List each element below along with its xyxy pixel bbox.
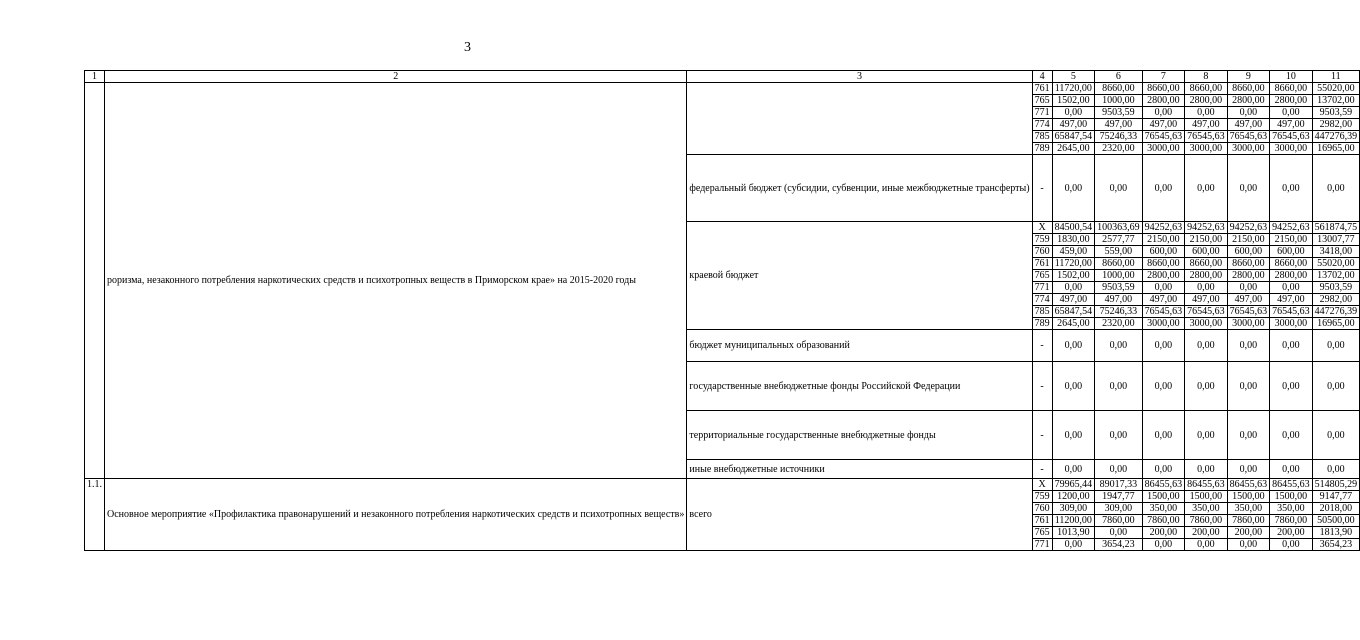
column-header: 4	[1032, 71, 1052, 83]
table-cell: 0,00	[1095, 362, 1143, 411]
table-cell: 497,00	[1270, 119, 1313, 131]
table-cell: 3000,00	[1185, 143, 1228, 155]
table-cell: 0,00	[1185, 460, 1228, 479]
table-cell: 1000,00	[1095, 270, 1143, 282]
table-cell: 1830,00	[1052, 234, 1095, 246]
column-header: 3	[687, 71, 1032, 83]
table-cell: 785	[1032, 131, 1052, 143]
table-cell: 200,00	[1227, 527, 1270, 539]
table-cell: 0,00	[1270, 539, 1313, 551]
table-cell: 8660,00	[1095, 83, 1143, 95]
table-cell: 785	[1032, 306, 1052, 318]
table-cell: 497,00	[1142, 294, 1185, 306]
table-cell: 459,00	[1052, 246, 1095, 258]
table-cell: 0,00	[1270, 460, 1313, 479]
table-row	[85, 83, 1360, 95]
table-cell: 0,00	[1052, 282, 1095, 294]
table-cell: 13702,00	[1312, 95, 1360, 107]
table-cell: 1502,00	[1052, 270, 1095, 282]
table-cell: 94252,63	[1142, 222, 1185, 234]
table-cell: 7860,00	[1142, 515, 1185, 527]
table-cell: 0,00	[1095, 527, 1143, 539]
table-cell: 55020,00	[1312, 83, 1360, 95]
table-cell: 0,00	[1052, 362, 1095, 411]
table-cell: 759	[1032, 234, 1052, 246]
table-cell: 76545,63	[1142, 131, 1185, 143]
table-cell: 497,00	[1185, 119, 1228, 131]
table-cell: 75246,33	[1095, 131, 1143, 143]
table-cell: 11200,00	[1052, 515, 1095, 527]
table-cell: 760	[1032, 503, 1052, 515]
table-cell: 2150,00	[1185, 234, 1228, 246]
table-cell: 0,00	[1052, 155, 1095, 222]
table-cell: 350,00	[1270, 503, 1313, 515]
table-cell: 0,00	[1052, 539, 1095, 551]
table-cell: 0,00	[1052, 411, 1095, 460]
table-cell: 76545,63	[1227, 306, 1270, 318]
table-cell: 350,00	[1227, 503, 1270, 515]
table-cell: 0,00	[1227, 155, 1270, 222]
table-cell: 600,00	[1142, 246, 1185, 258]
table-cell: 497,00	[1052, 119, 1095, 131]
table-cell: 8660,00	[1185, 83, 1228, 95]
table-cell: 0,00	[1227, 411, 1270, 460]
table-cell: 3000,00	[1142, 318, 1185, 330]
table-cell: 771	[1032, 282, 1052, 294]
table-cell: 774	[1032, 119, 1052, 131]
source-label: краевой бюджет	[687, 222, 1032, 330]
table-cell: 0,00	[1142, 460, 1185, 479]
table-cell: 309,00	[1095, 503, 1143, 515]
table-cell: 497,00	[1185, 294, 1228, 306]
table-cell: 9147,77	[1312, 491, 1360, 503]
table-cell: 3418,00	[1312, 246, 1360, 258]
table-cell: -	[1032, 411, 1052, 460]
item-description: роризма, незаконного потребления наркотических средств и психотропных веществ в Приморском крае» на 2015-2020 годы	[105, 83, 687, 479]
table-cell: X	[1032, 479, 1052, 491]
table-cell: 561874,75	[1312, 222, 1360, 234]
table-cell: 1013,90	[1052, 527, 1095, 539]
table-cell: 2645,00	[1052, 318, 1095, 330]
table-cell: 9503,59	[1095, 282, 1143, 294]
column-header: 1	[85, 71, 105, 83]
budget-table	[84, 70, 1360, 551]
table-cell: 0,00	[1142, 539, 1185, 551]
table-cell: 0,00	[1227, 539, 1270, 551]
table-cell: 76545,63	[1227, 131, 1270, 143]
table-cell: 2150,00	[1142, 234, 1185, 246]
table-cell: 789	[1032, 143, 1052, 155]
table-cell: 7860,00	[1095, 515, 1143, 527]
table-cell: 2150,00	[1227, 234, 1270, 246]
table-cell: 3000,00	[1270, 318, 1313, 330]
table-cell: 55020,00	[1312, 258, 1360, 270]
table-cell: 2800,00	[1227, 270, 1270, 282]
table-cell: 16965,00	[1312, 318, 1360, 330]
table-cell: 0,00	[1142, 107, 1185, 119]
table-cell: 8660,00	[1270, 258, 1313, 270]
table-cell: 0,00	[1227, 107, 1270, 119]
table-cell: 2800,00	[1270, 95, 1313, 107]
table-cell: 600,00	[1227, 246, 1270, 258]
table-cell: 600,00	[1185, 246, 1228, 258]
table-cell: 0,00	[1270, 282, 1313, 294]
column-header: 10	[1270, 71, 1313, 83]
table-cell: 1500,00	[1185, 491, 1228, 503]
table-cell: 0,00	[1095, 411, 1143, 460]
table-cell: 760	[1032, 246, 1052, 258]
table-cell: 0,00	[1142, 411, 1185, 460]
table-cell: 447276,39	[1312, 131, 1360, 143]
table-cell: 94252,63	[1185, 222, 1228, 234]
column-header: 2	[105, 71, 687, 83]
item-description: Основное мероприятие «Профилактика правонарушений и незаконного потребления наркотических средств и психотропных веществ»	[105, 479, 687, 551]
table-cell: 76545,63	[1185, 306, 1228, 318]
table-cell: 771	[1032, 539, 1052, 551]
table-cell: 13702,00	[1312, 270, 1360, 282]
table-cell: 76545,63	[1142, 306, 1185, 318]
table-cell: 497,00	[1227, 294, 1270, 306]
table-cell: 497,00	[1142, 119, 1185, 131]
table-cell: 13007,77	[1312, 234, 1360, 246]
table-cell: 76545,63	[1270, 306, 1313, 318]
table-cell: 350,00	[1142, 503, 1185, 515]
table-cell: 2800,00	[1270, 270, 1313, 282]
table-cell: 309,00	[1052, 503, 1095, 515]
table-cell: 84500,54	[1052, 222, 1095, 234]
column-header: 8	[1185, 71, 1228, 83]
source-label: иные внебюджетные источники	[687, 460, 1032, 479]
table-cell: 2800,00	[1185, 95, 1228, 107]
table-cell: 497,00	[1052, 294, 1095, 306]
table-cell: 89017,33	[1095, 479, 1143, 491]
table-cell: 2018,00	[1312, 503, 1360, 515]
table-cell: 86455,63	[1185, 479, 1228, 491]
table-cell: 9503,59	[1312, 282, 1360, 294]
source-label: бюджет муниципальных образований	[687, 330, 1032, 362]
table-cell: 761	[1032, 83, 1052, 95]
table-cell: 0,00	[1185, 539, 1228, 551]
table-cell: 497,00	[1270, 294, 1313, 306]
column-header: 11	[1312, 71, 1360, 83]
header-row	[85, 71, 1360, 83]
table-cell: 1947,77	[1095, 491, 1143, 503]
table-cell: 2645,00	[1052, 143, 1095, 155]
column-header: 5	[1052, 71, 1095, 83]
table-cell: 11720,00	[1052, 83, 1095, 95]
table-cell: 2982,00	[1312, 294, 1360, 306]
table-cell: 1200,00	[1052, 491, 1095, 503]
table-cell: 0,00	[1185, 282, 1228, 294]
table-cell: 3000,00	[1227, 318, 1270, 330]
table-cell: 0,00	[1312, 155, 1360, 222]
table-cell: 0,00	[1227, 330, 1270, 362]
table-cell: 200,00	[1185, 527, 1228, 539]
source-cell	[687, 83, 1032, 155]
source-label: федеральный бюджет (субсидии, субвенции, иные межбюджетные трансферты)	[687, 155, 1032, 222]
column-header: 9	[1227, 71, 1270, 83]
table-cell: 2800,00	[1142, 270, 1185, 282]
table-cell: 3654,23	[1095, 539, 1143, 551]
table-cell: 0,00	[1142, 362, 1185, 411]
page-number: 3	[464, 40, 471, 55]
table-cell: 0,00	[1270, 107, 1313, 119]
table-cell: 559,00	[1095, 246, 1143, 258]
table-cell: 3000,00	[1185, 318, 1228, 330]
table-cell: 1500,00	[1142, 491, 1185, 503]
table-cell: 0,00	[1052, 460, 1095, 479]
table-cell: 497,00	[1095, 119, 1143, 131]
source-label: всего	[687, 479, 1032, 551]
table-cell: 94252,63	[1227, 222, 1270, 234]
table-cell: 447276,39	[1312, 306, 1360, 318]
table-cell: 0,00	[1142, 330, 1185, 362]
table-cell: 75246,33	[1095, 306, 1143, 318]
table-cell: 765	[1032, 527, 1052, 539]
table-cell: 789	[1032, 318, 1052, 330]
table-cell: -	[1032, 330, 1052, 362]
table-cell: 3000,00	[1270, 143, 1313, 155]
table-cell: 94252,63	[1270, 222, 1313, 234]
table-cell: 76545,63	[1270, 131, 1313, 143]
table-cell: 0,00	[1227, 362, 1270, 411]
table-cell: 765	[1032, 95, 1052, 107]
table-cell: 759	[1032, 491, 1052, 503]
table-cell: 350,00	[1185, 503, 1228, 515]
table-cell: 0,00	[1142, 155, 1185, 222]
table-cell: 86455,63	[1270, 479, 1313, 491]
table-cell: 2150,00	[1270, 234, 1313, 246]
table-cell: 1813,90	[1312, 527, 1360, 539]
table-cell: 0,00	[1052, 330, 1095, 362]
table-cell: 0,00	[1185, 155, 1228, 222]
table-cell: 1500,00	[1227, 491, 1270, 503]
table-cell: 8660,00	[1142, 83, 1185, 95]
table-cell: 0,00	[1227, 460, 1270, 479]
table-cell: 2982,00	[1312, 119, 1360, 131]
table-cell: 600,00	[1270, 246, 1313, 258]
table-cell: 3654,23	[1312, 539, 1360, 551]
table-cell: 0,00	[1270, 362, 1313, 411]
table-cell: 7860,00	[1270, 515, 1313, 527]
table-cell: 8660,00	[1270, 83, 1313, 95]
table-cell: 7860,00	[1185, 515, 1228, 527]
table-cell: 50500,00	[1312, 515, 1360, 527]
table-cell: 0,00	[1185, 411, 1228, 460]
table-cell: 200,00	[1142, 527, 1185, 539]
table-cell: 8660,00	[1227, 258, 1270, 270]
table-cell: 0,00	[1312, 330, 1360, 362]
source-label: государственные внебюджетные фонды Российской Федерации	[687, 362, 1032, 411]
table-cell: 2800,00	[1142, 95, 1185, 107]
table-cell: 0,00	[1312, 460, 1360, 479]
table-cell: 0,00	[1270, 330, 1313, 362]
table-cell: 200,00	[1270, 527, 1313, 539]
table-cell: 1502,00	[1052, 95, 1095, 107]
table-cell: 16965,00	[1312, 143, 1360, 155]
table-cell: 0,00	[1095, 330, 1143, 362]
table-cell: 79965,44	[1052, 479, 1095, 491]
table-cell: 3000,00	[1227, 143, 1270, 155]
table-cell: 7860,00	[1227, 515, 1270, 527]
table-cell: 0,00	[1095, 460, 1143, 479]
table-row	[85, 479, 1360, 491]
table-cell: 2800,00	[1185, 270, 1228, 282]
table-cell: 8660,00	[1227, 83, 1270, 95]
table-cell: 774	[1032, 294, 1052, 306]
item-number-cell	[85, 83, 105, 479]
table-cell: 2320,00	[1095, 318, 1143, 330]
table-cell: 0,00	[1052, 107, 1095, 119]
table-cell: 0,00	[1185, 330, 1228, 362]
table-cell: 86455,63	[1227, 479, 1270, 491]
table-cell: 2320,00	[1095, 143, 1143, 155]
source-label: территориальные государственные внебюджетные фонды	[687, 411, 1032, 460]
table-cell: 0,00	[1142, 282, 1185, 294]
table-cell: X	[1032, 222, 1052, 234]
table-cell: 761	[1032, 515, 1052, 527]
table-cell: 1500,00	[1270, 491, 1313, 503]
column-header: 7	[1142, 71, 1185, 83]
table-cell: -	[1032, 460, 1052, 479]
table-cell: -	[1032, 362, 1052, 411]
table-cell: 8660,00	[1095, 258, 1143, 270]
table-cell: 765	[1032, 270, 1052, 282]
table-cell: 8660,00	[1142, 258, 1185, 270]
table-cell: 2800,00	[1227, 95, 1270, 107]
table-cell: 100363,69	[1095, 222, 1143, 234]
table-cell: 497,00	[1227, 119, 1270, 131]
table-cell: 0,00	[1095, 155, 1143, 222]
table-cell: 0,00	[1185, 362, 1228, 411]
item-number-cell: 1.1.	[85, 479, 105, 551]
table-cell: 86455,63	[1142, 479, 1185, 491]
table-cell: 0,00	[1312, 362, 1360, 411]
table-cell: -	[1032, 155, 1052, 222]
table-cell: 0,00	[1270, 411, 1313, 460]
table-cell: 3000,00	[1142, 143, 1185, 155]
table-cell: 1000,00	[1095, 95, 1143, 107]
table-cell: 761	[1032, 258, 1052, 270]
table-cell: 65847,54	[1052, 306, 1095, 318]
table-cell: 11720,00	[1052, 258, 1095, 270]
table-cell: 2577,77	[1095, 234, 1143, 246]
table-cell: 497,00	[1095, 294, 1143, 306]
table-cell: 76545,63	[1185, 131, 1228, 143]
table-cell: 8660,00	[1185, 258, 1228, 270]
table-cell: 0,00	[1312, 411, 1360, 460]
table-cell: 0,00	[1227, 282, 1270, 294]
table-cell: 771	[1032, 107, 1052, 119]
column-header: 6	[1095, 71, 1143, 83]
table-cell: 0,00	[1270, 155, 1313, 222]
table-cell: 9503,59	[1312, 107, 1360, 119]
table-cell: 9503,59	[1095, 107, 1143, 119]
table-cell: 0,00	[1185, 107, 1228, 119]
table-cell: 65847,54	[1052, 131, 1095, 143]
table-cell: 514805,29	[1312, 479, 1360, 491]
